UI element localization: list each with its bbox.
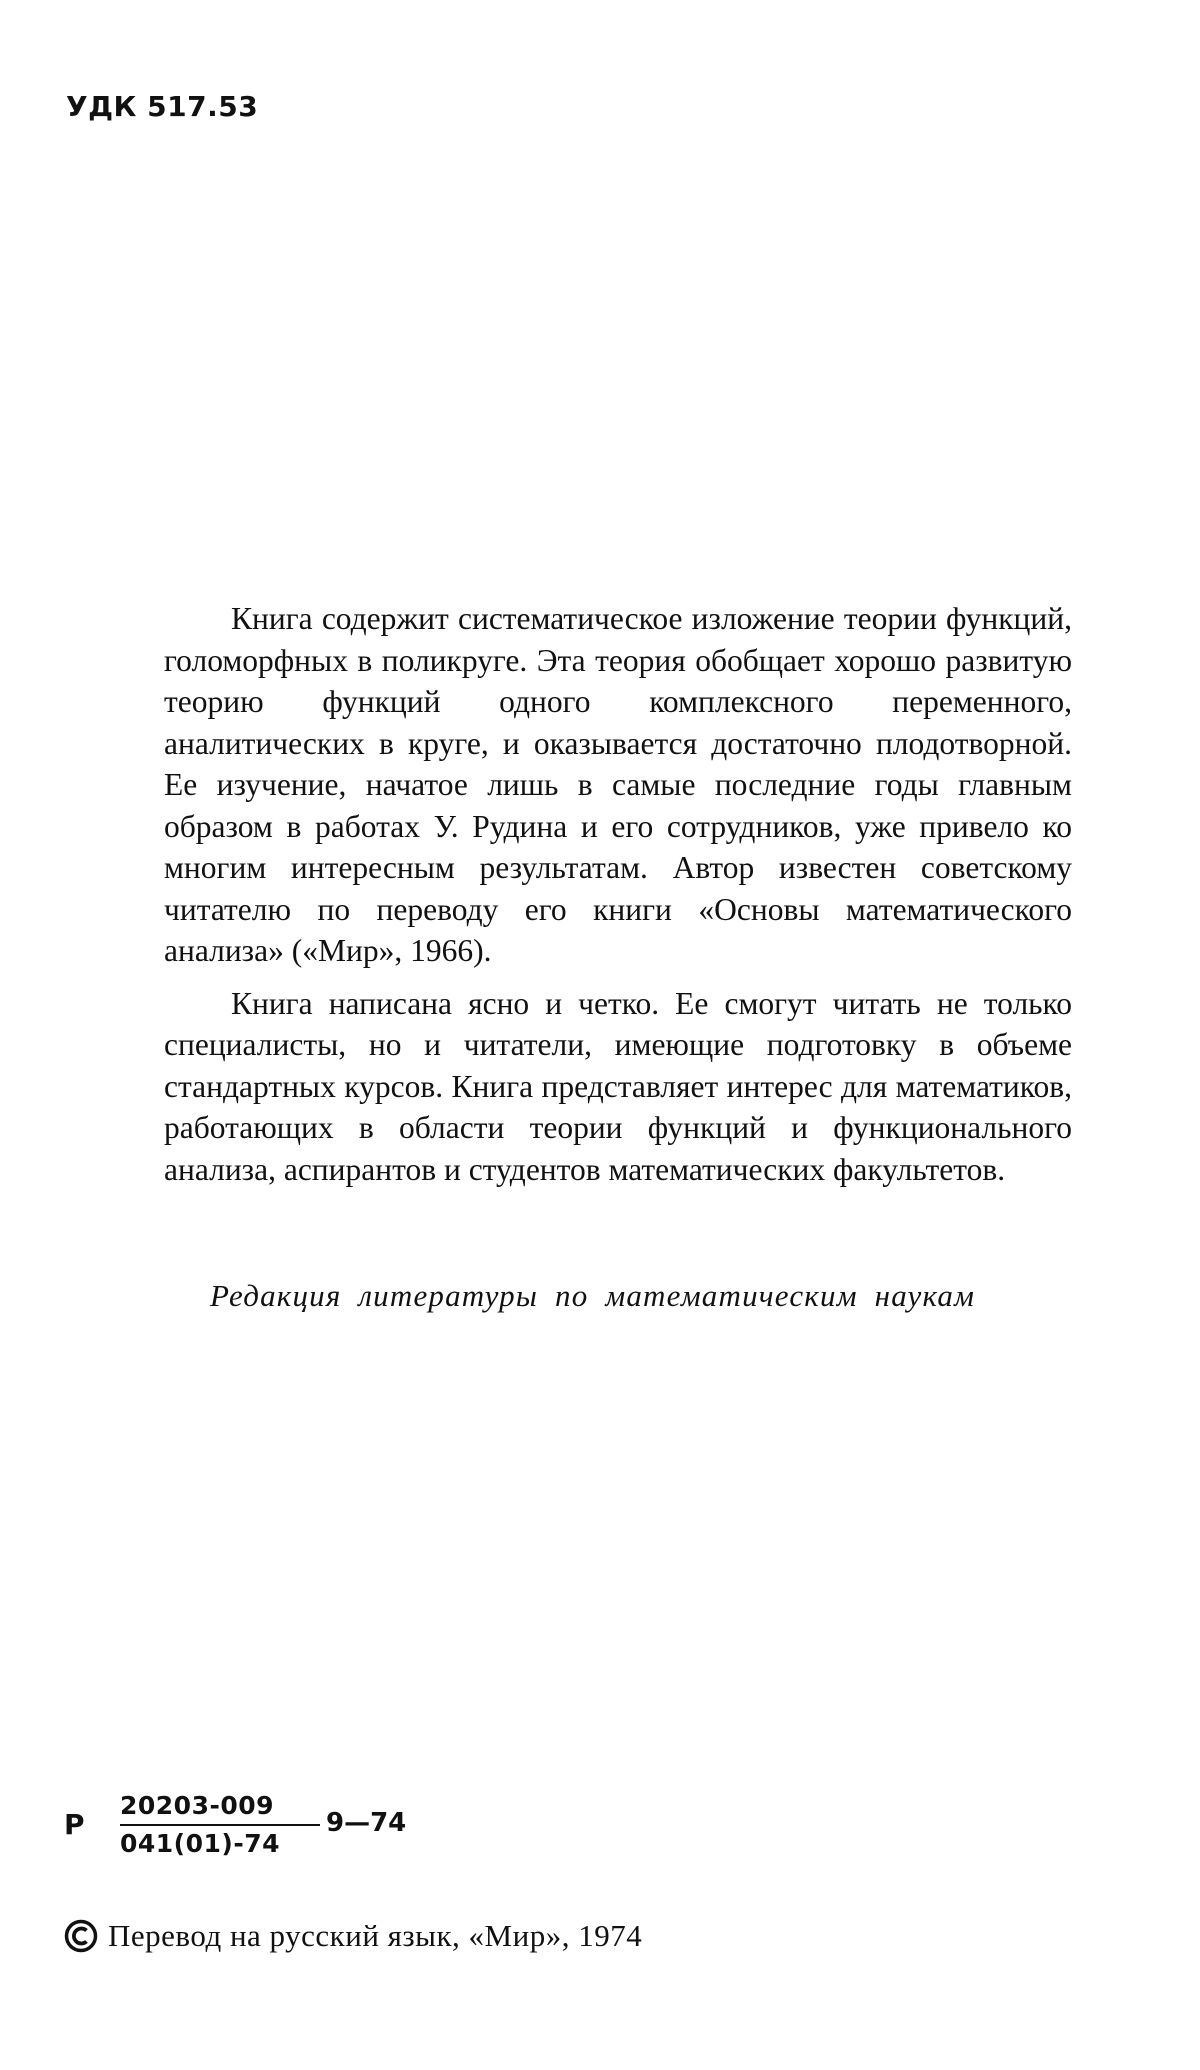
index-suffix: 9—74	[326, 1808, 407, 1838]
abstract-paragraph: Книга написана ясно и четко. Ее смогут читать не только специалисты, но и читатели, имеющие подготовку в объеме стандартных курсов. Книга представляет интерес для математиков, работающих в области теории функций и функционального анализа, аспирантов и студентов математических факультетов.	[164, 985, 1072, 1187]
index-letter: Р	[64, 1808, 85, 1841]
copyright-line	[64, 1918, 642, 1954]
editorial-line: Редакция литературы по математическим наукам	[210, 1278, 976, 1313]
index-numerator: 20203-009	[120, 1791, 275, 1820]
index-denominator: 041(01)-74	[120, 1829, 280, 1858]
abstract-paragraph: Книга содержит систематическое изложение теории функций, голоморфных в поликруге. Эта теория обобщает хорошо развитую теорию функций одного комплексного переменного, аналитических в круге, и оказывается достаточно плодотворной. Ее изучение, начатое лишь в самые последние годы главным образом в работах У. Рудина и его сотрудников, уже привело ко многим интересным результатам. Автор известен советскому читателю по переводу его книги «Основы математического анализа» («Мир», 1966).	[164, 601, 1072, 968]
udk-code: УДК 517.53	[66, 90, 259, 123]
copyright-text: Перевод на русский язык, «Мир», 1974	[108, 1918, 643, 1953]
copyright-icon	[64, 1919, 98, 1953]
index-fraction	[120, 1788, 320, 1862]
abstract	[164, 598, 1072, 1190]
